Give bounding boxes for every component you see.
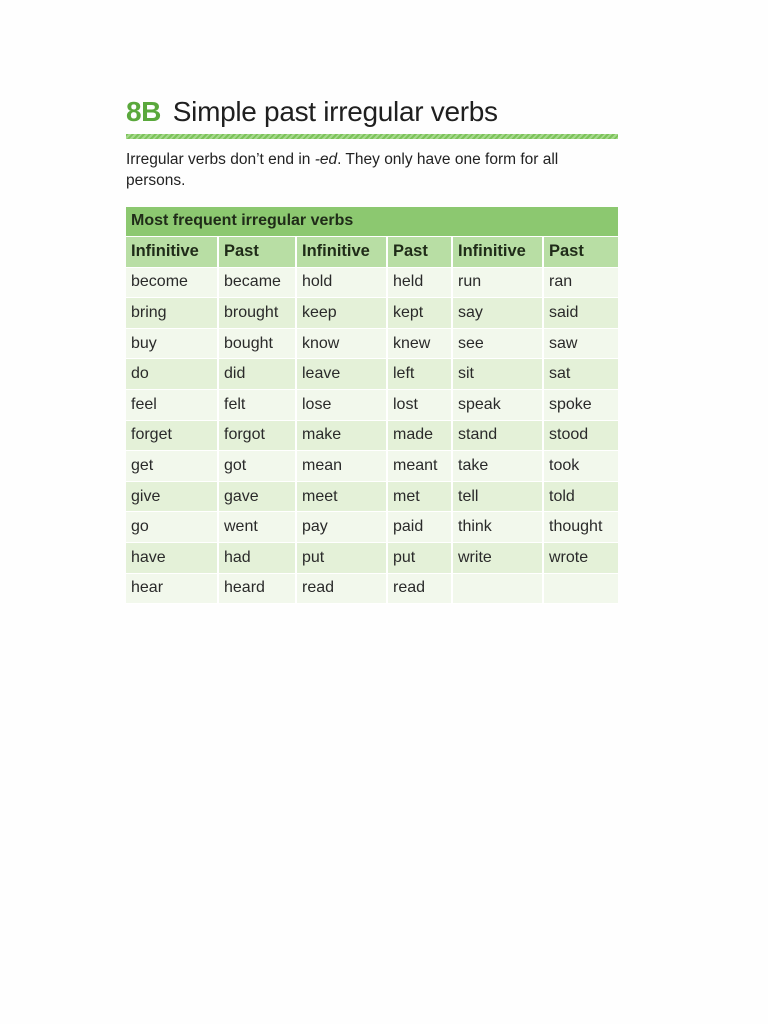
past-cell: got bbox=[218, 451, 296, 482]
table-row bbox=[126, 390, 618, 421]
past-cell: stood bbox=[543, 420, 618, 451]
intro-text-start: Irregular verbs don’t end in bbox=[126, 151, 315, 168]
infinitive-cell: see bbox=[452, 328, 543, 359]
infinitive-cell: pay bbox=[296, 512, 387, 543]
section-number: 8B bbox=[126, 96, 161, 127]
past-cell: knew bbox=[387, 328, 452, 359]
past-cell: spoke bbox=[543, 390, 618, 421]
infinitive-cell: become bbox=[126, 267, 218, 298]
infinitive-cell: know bbox=[296, 328, 387, 359]
column-header: Past bbox=[218, 237, 296, 268]
past-cell: told bbox=[543, 481, 618, 512]
grammar-section bbox=[126, 96, 618, 604]
infinitive-cell: put bbox=[296, 543, 387, 574]
infinitive-cell: tell bbox=[452, 481, 543, 512]
table-row bbox=[126, 573, 618, 604]
table-row bbox=[126, 451, 618, 482]
past-cell: thought bbox=[543, 512, 618, 543]
column-header: Infinitive bbox=[296, 237, 387, 268]
past-cell: met bbox=[387, 481, 452, 512]
past-cell: heard bbox=[218, 573, 296, 604]
past-cell: became bbox=[218, 267, 296, 298]
past-cell: wrote bbox=[543, 543, 618, 574]
infinitive-cell: hear bbox=[126, 573, 218, 604]
infinitive-cell: meet bbox=[296, 481, 387, 512]
past-cell: ran bbox=[543, 267, 618, 298]
infinitive-cell: forget bbox=[126, 420, 218, 451]
past-cell: brought bbox=[218, 298, 296, 329]
table-row bbox=[126, 420, 618, 451]
past-cell: said bbox=[543, 298, 618, 329]
past-cell: paid bbox=[387, 512, 452, 543]
section-title: Simple past irregular verbs bbox=[172, 96, 498, 127]
past-cell: took bbox=[543, 451, 618, 482]
table-caption-row bbox=[126, 207, 618, 237]
column-header: Past bbox=[543, 237, 618, 268]
past-cell: felt bbox=[218, 390, 296, 421]
infinitive-cell: leave bbox=[296, 359, 387, 390]
past-cell: left bbox=[387, 359, 452, 390]
past-cell: meant bbox=[387, 451, 452, 482]
past-cell: lost bbox=[387, 390, 452, 421]
infinitive-cell: give bbox=[126, 481, 218, 512]
infinitive-cell: write bbox=[452, 543, 543, 574]
past-cell: put bbox=[387, 543, 452, 574]
infinitive-cell: stand bbox=[452, 420, 543, 451]
column-header: Infinitive bbox=[452, 237, 543, 268]
past-cell: had bbox=[218, 543, 296, 574]
infinitive-cell: speak bbox=[452, 390, 543, 421]
table-header-row bbox=[126, 237, 618, 268]
infinitive-cell: bring bbox=[126, 298, 218, 329]
table-row bbox=[126, 481, 618, 512]
infinitive-cell: sit bbox=[452, 359, 543, 390]
infinitive-cell: buy bbox=[126, 328, 218, 359]
infinitive-cell: do bbox=[126, 359, 218, 390]
table-row bbox=[126, 512, 618, 543]
intro-text-end: . They only have one form for all persons. bbox=[126, 151, 559, 189]
infinitive-cell: keep bbox=[296, 298, 387, 329]
infinitive-cell: read bbox=[296, 573, 387, 604]
table-caption: Most frequent irregular verbs bbox=[126, 207, 618, 237]
infinitive-cell: make bbox=[296, 420, 387, 451]
table-row bbox=[126, 267, 618, 298]
infinitive-cell: go bbox=[126, 512, 218, 543]
past-cell: made bbox=[387, 420, 452, 451]
past-cell: read bbox=[387, 573, 452, 604]
table-row bbox=[126, 298, 618, 329]
infinitive-cell: feel bbox=[126, 390, 218, 421]
past-cell: held bbox=[387, 267, 452, 298]
past-cell: went bbox=[218, 512, 296, 543]
infinitive-cell: get bbox=[126, 451, 218, 482]
heading-divider bbox=[126, 134, 618, 139]
past-cell: sat bbox=[543, 359, 618, 390]
past-cell: saw bbox=[543, 328, 618, 359]
irregular-verbs-table bbox=[126, 207, 618, 605]
past-cell: gave bbox=[218, 481, 296, 512]
intro-emphasis: -ed bbox=[314, 151, 338, 168]
infinitive-cell: hold bbox=[296, 267, 387, 298]
infinitive-cell: say bbox=[452, 298, 543, 329]
infinitive-cell: lose bbox=[296, 390, 387, 421]
intro-text bbox=[126, 149, 606, 191]
infinitive-cell: think bbox=[452, 512, 543, 543]
section-heading bbox=[126, 96, 618, 132]
column-header: Infinitive bbox=[126, 237, 218, 268]
infinitive-cell bbox=[452, 573, 543, 604]
column-header: Past bbox=[387, 237, 452, 268]
past-cell: did bbox=[218, 359, 296, 390]
infinitive-cell: have bbox=[126, 543, 218, 574]
table-body bbox=[126, 267, 618, 604]
table-row bbox=[126, 359, 618, 390]
table-row bbox=[126, 328, 618, 359]
past-cell: forgot bbox=[218, 420, 296, 451]
infinitive-cell: run bbox=[452, 267, 543, 298]
infinitive-cell: mean bbox=[296, 451, 387, 482]
past-cell bbox=[543, 573, 618, 604]
past-cell: kept bbox=[387, 298, 452, 329]
past-cell: bought bbox=[218, 328, 296, 359]
table-row bbox=[126, 543, 618, 574]
infinitive-cell: take bbox=[452, 451, 543, 482]
